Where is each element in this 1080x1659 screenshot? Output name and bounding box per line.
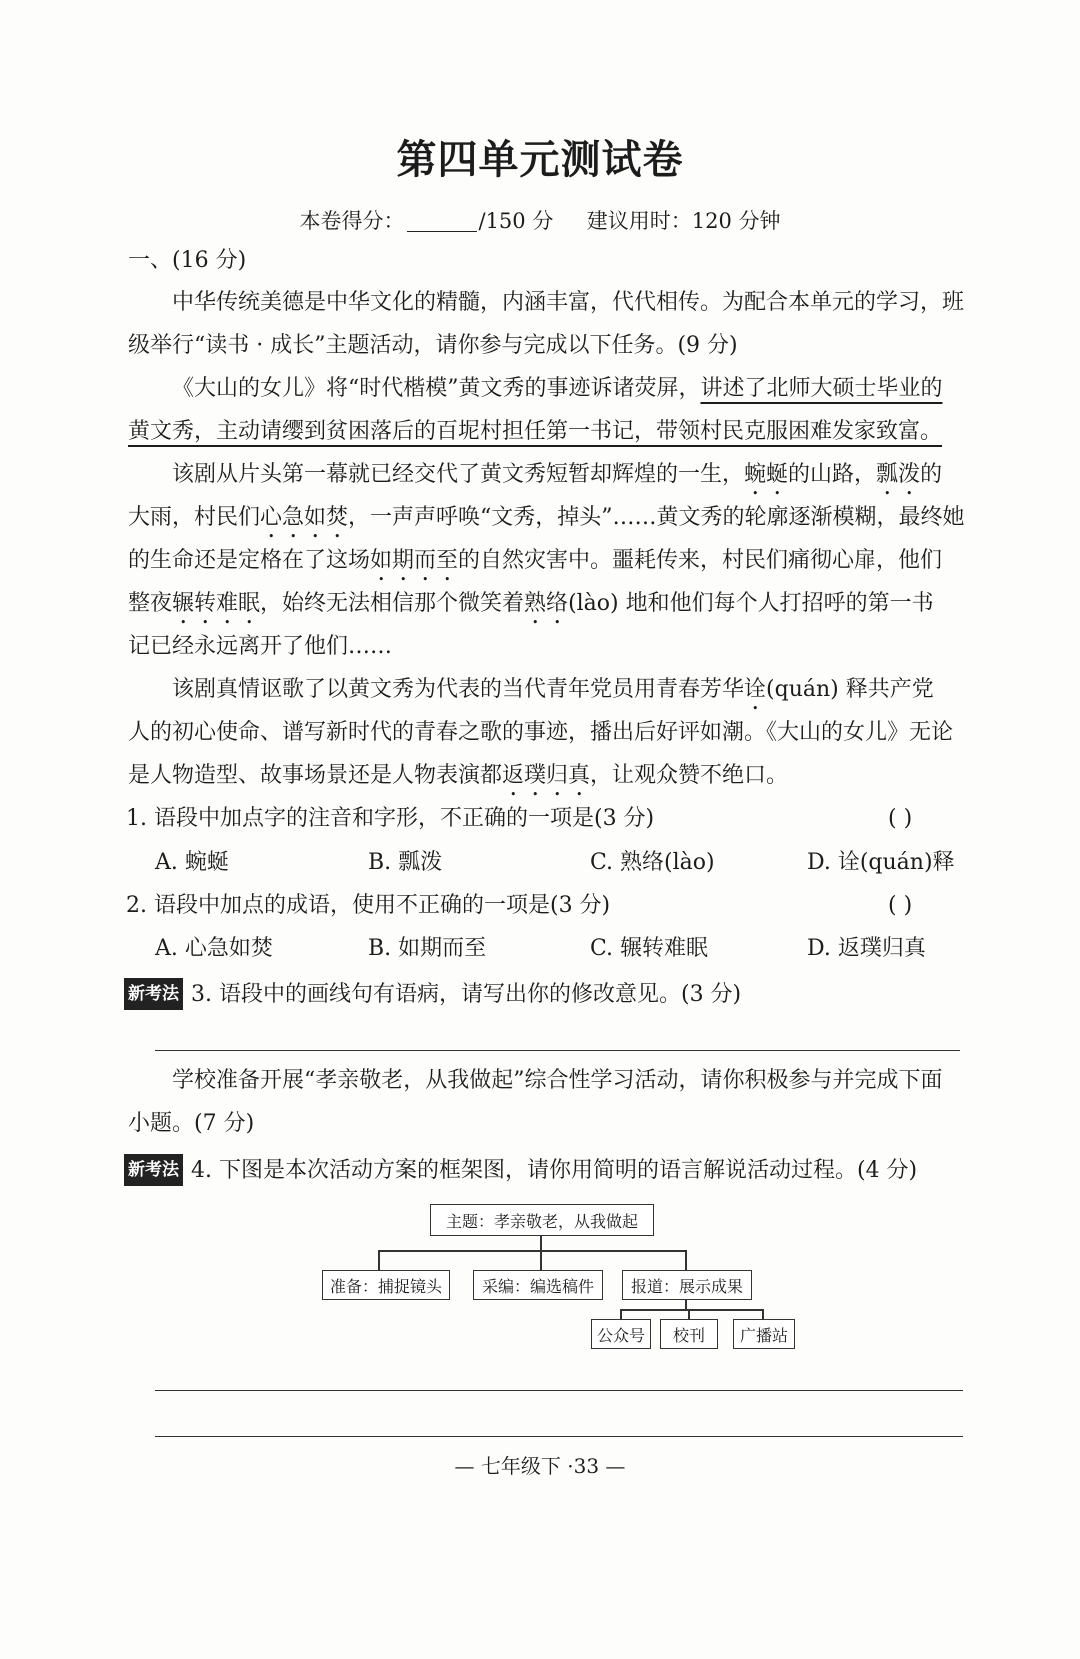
question-4-row — [124, 1154, 917, 1186]
para2-line-1 — [172, 460, 942, 500]
q2-option-a[interactable]: A. 心急如焚 — [155, 936, 273, 961]
connector-line — [378, 1250, 380, 1270]
para1-line-1 — [172, 374, 943, 404]
dotted-word-shuluo: 熟络 — [524, 591, 569, 616]
question-2: 2. 语段中加点的成语，使用不正确的一项是(3 分) — [126, 893, 611, 918]
q1-option-b[interactable]: B. 瓢泼 — [368, 850, 443, 875]
connector-line — [620, 1309, 622, 1319]
para2-text: 的 — [920, 462, 943, 487]
diagram-box-school-journal: 校刊 — [660, 1319, 718, 1349]
diagram-box-official-account: 公众号 — [591, 1319, 651, 1349]
underlined-sentence-part1: 讲述了北师大硕士毕业的 — [700, 376, 943, 401]
dotted-idiom-xinjirufen: 心急如焚 — [260, 505, 349, 530]
connector-line — [540, 1235, 542, 1250]
dotted-idiom-zhuanzhuannanmian: 辗转难眠 — [172, 591, 261, 616]
suggested-time: 建议用时：120 分钟 — [586, 209, 781, 233]
dotted-word-wanyan: 蜿蜒 — [744, 462, 789, 487]
new-method-badge: 新考法 — [124, 1154, 183, 1186]
underlined-sentence-part2: 黄文秀，主动请缨到贫困落后的百坭村担任第一书记，带领村民克服困难发家致富。 — [128, 419, 943, 444]
diagram-box-radio-station: 广播站 — [733, 1319, 795, 1349]
para2-text: 的生命还是定格在了这场 — [128, 548, 371, 573]
para3-text: 该剧真情讴歌了以黄文秀为代表的当代青年党员用青春芳华 — [172, 677, 745, 702]
answer-line-q4-1[interactable] — [155, 1390, 963, 1391]
para2-text: ，始终无法相信那个微笑着 — [260, 591, 525, 616]
score-total: /150 分 — [478, 209, 554, 233]
connector-line — [762, 1309, 764, 1319]
dotted-idiom-fanpuguizhen: 返璞归真 — [502, 763, 591, 788]
connector-line — [378, 1250, 686, 1252]
diagram-box-report: 报道：展示成果 — [622, 1270, 752, 1300]
score-line — [0, 205, 1080, 235]
para3-text: (quán) 释共产党 — [766, 677, 934, 702]
q2-option-d[interactable]: D. 返璞归真 — [807, 936, 926, 961]
q1-option-d[interactable]: D. 诠(quán)释 — [807, 850, 955, 875]
q1-option-c[interactable]: C. 熟络(lào) — [590, 850, 715, 875]
connector-line — [685, 1299, 687, 1309]
new-method-badge: 新考法 — [124, 978, 183, 1010]
answer-line-q4-2[interactable] — [155, 1436, 963, 1437]
dotted-idiom-ruqierzhi: 如期而至 — [370, 548, 459, 573]
answer-line-q3[interactable] — [155, 1050, 960, 1051]
dotted-word-piaopo: 瓢泼 — [876, 462, 921, 487]
score-blank[interactable] — [407, 209, 477, 232]
para2-text: (lào) 地和他们每个人打招呼的第一书 — [568, 591, 934, 616]
connector-line — [685, 1250, 687, 1270]
para2-text: 大雨，村民们 — [128, 505, 261, 530]
q2-answer-paren[interactable]: ( ) — [888, 893, 913, 918]
page-title: 第四单元测试卷 — [396, 137, 684, 183]
connector-line — [620, 1309, 762, 1311]
para3-line-2: 人的初心使命、谱写新时代的青春之歌的事迹，播出后好评如潮。《大山的女儿》无论 — [128, 720, 954, 745]
section-heading: 一、(16 分) — [128, 248, 247, 273]
q2-option-c[interactable]: C. 辗转难眠 — [590, 936, 709, 961]
q2-option-b[interactable]: B. 如期而至 — [368, 936, 487, 961]
question-1: 1. 语段中加点字的注音和字形，不正确的一项是(3 分) — [126, 806, 655, 831]
para2-line-2 — [128, 503, 965, 543]
para3-text: ，让观众赞不绝口。 — [590, 763, 789, 788]
para2-text: 该剧从片头第一幕就已经交代了黄文秀短暂却辉煌的一生， — [172, 462, 745, 487]
score-label: 本卷得分： — [299, 209, 405, 233]
diagram-root-box: 主题：孝亲敬老，从我做起 — [430, 1204, 654, 1236]
activity-line-2: 小题。(7 分) — [128, 1111, 255, 1136]
para2-line-3 — [128, 546, 958, 586]
intro-line-1: 中华传统美德是中华文化的精髓，内涵丰富，代代相传。为配合本单元的学习，班 — [172, 290, 965, 315]
para3-line-1 — [172, 675, 934, 715]
diagram-box-prepare: 准备：捕捉镜头 — [322, 1270, 450, 1300]
intro-line-2: 级举行“读书 · 成长”主题活动，请你参与完成以下任务。(9 分) — [128, 333, 738, 358]
para1-text: 《大山的女儿》将“时代楷模”黄文秀的事迹诉诸荧屏， — [172, 376, 701, 401]
para2-text: ，一声声呼唤“文秀，掉头”……黄文秀的轮廓逐渐模糊，最终她 — [348, 505, 965, 530]
para2-text: 的山路， — [788, 462, 877, 487]
q1-answer-paren[interactable]: ( ) — [888, 806, 913, 831]
para3-line-3 — [128, 761, 958, 801]
diagram-box-edit: 采编：编选稿件 — [473, 1270, 603, 1300]
para1-line-2 — [128, 417, 958, 447]
question-3: 3. 语段中的画线句有语病，请写出你的修改意见。(3 分) — [191, 982, 742, 1007]
connector-line — [540, 1250, 542, 1270]
connector-line — [688, 1309, 690, 1319]
para2-line-4 — [128, 589, 958, 629]
para3-text: 是人物造型、故事场景还是人物表演都 — [128, 763, 503, 788]
para2-text: 整夜 — [128, 591, 173, 616]
q1-option-a[interactable]: A. 蜿蜒 — [155, 850, 229, 875]
page-footer: — 七年级下 ·33 — — [454, 1454, 626, 1478]
para2-line-5: 记已经永远离开了他们…… — [128, 634, 393, 659]
para2-text: 的自然灾害中。噩耗传来，村民们痛彻心扉，他们 — [458, 548, 943, 573]
question-4: 4. 下图是本次活动方案的框架图，请你用简明的语言解说活动过程。(4 分) — [191, 1158, 918, 1183]
dotted-word-quan: 诠 — [744, 677, 767, 702]
activity-line-1: 学校准备开展“孝亲敬老，从我做起”综合性学习活动，请你积极参与并完成下面 — [172, 1068, 943, 1093]
question-3-row — [124, 978, 741, 1010]
